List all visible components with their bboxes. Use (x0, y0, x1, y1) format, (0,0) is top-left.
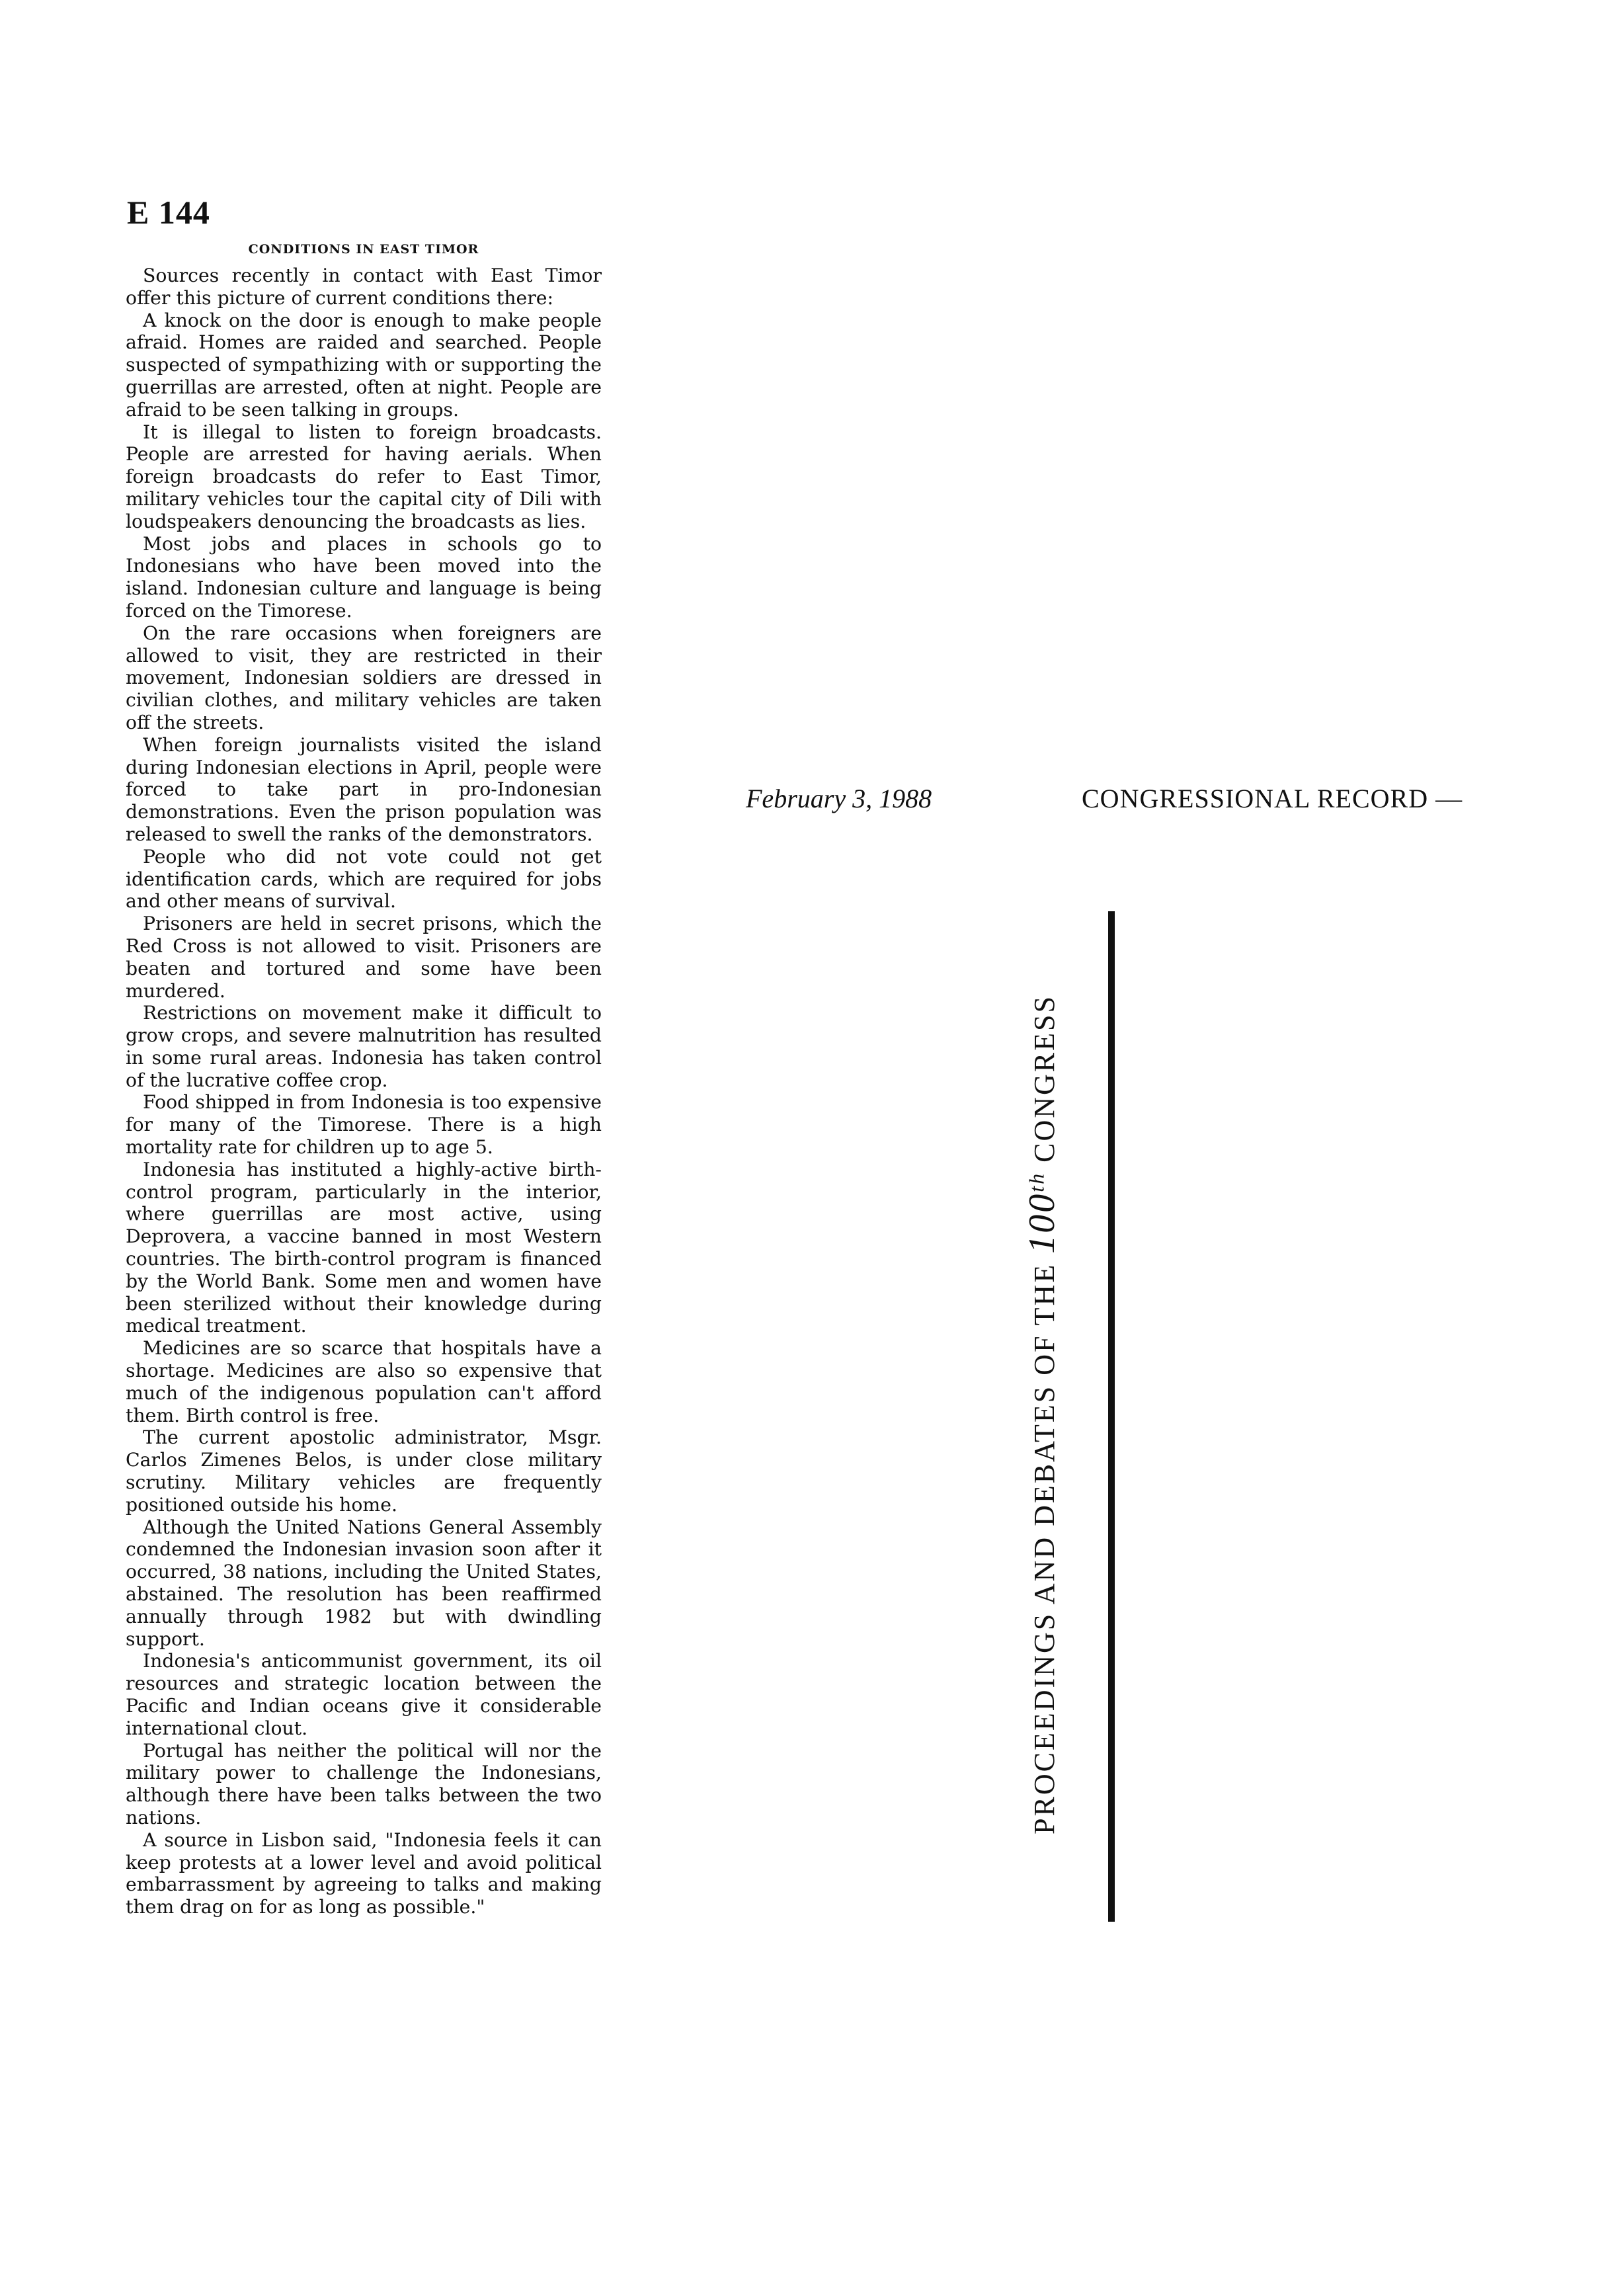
article-paragraph: When foreign journalists visited the island during Indonesian elections in April, people were forced to take part in pro-Indonesian demonstrations. Even the prison population was released to swell the ranks of the demonstrators. (126, 733, 602, 845)
article-paragraph: A source in Lisbon said, "Indonesia feels it can keep protests at a lower level and avoid political embarrassment by agreeing to talks and making them drag on for as long as possible." (126, 1828, 602, 1918)
record-title: CONGRESSIONAL RECORD — (1082, 784, 1463, 813)
article-paragraph: On the rare occasions when foreigners are allowed to visit, they are restricted in their movement, Indonesian soldiers are dressed in civilian clothes, and military vehicles are taken off the streets. (126, 622, 602, 733)
article-paragraph: Although the United Nations General Assembly condemned the Indonesian invasion soon after it occurred, 38 nations, including the United States, abstained. The resolution has been reaffirmed annually through 1982 but with dwindling support. (126, 1516, 602, 1650)
proceedings-title-prefix: PROCEEDINGS AND DEBATES OF THE (1028, 1253, 1061, 1834)
article-paragraph: Restrictions on movement make it difficult to grow crops, and severe malnutrition has resulted in some rural areas. Indonesia has taken control of the lucrative coffee crop. (126, 1002, 602, 1091)
vertical-rule (1108, 911, 1115, 1922)
proceedings-title (1016, 909, 1068, 1920)
article-headline: CONDITIONS IN EAST TIMOR (248, 242, 479, 257)
article-paragraph: Indonesia's anticommunist government, its oil resources and strategic location between the Pacific and Indian oceans give it considerable international clout. (126, 1650, 602, 1739)
page-number: E 144 (127, 194, 210, 231)
article-paragraph: Prisoners are held in secret prisons, which the Red Cross is not allowed to visit. Prisoners are beaten and tortured and some have been murdered. (126, 913, 602, 1002)
article-paragraph: Medicines are so scarce that hospitals have a shortage. Medicines are also so expensive that much of the indigenous population can't afford them. Birth control is free. (126, 1337, 602, 1426)
article-paragraph: Sources recently in contact with East Timor offer this picture of current conditions there: (126, 265, 602, 309)
congress-ordinal-suffix: th (1024, 1171, 1049, 1192)
congress-number: 100 (1022, 1192, 1063, 1254)
article-paragraph: It is illegal to listen to foreign broadcasts. People are arrested for having aerials. When foreign broadcasts do refer to East Timor, military vehicles tour the capital city of Dili with loudspeakers denouncing the broadcasts as lies. (126, 421, 602, 532)
proceedings-title-suffix: CONGRESS (1028, 995, 1061, 1172)
proceedings-title-text (1021, 995, 1063, 1834)
article-column (126, 242, 602, 1918)
article-paragraph: A knock on the door is enough to make people afraid. Homes are raided and searched. People suspected of sympathizing with or supporting the guerrillas are arrested, often at night. People are afraid to be seen talking in groups. (126, 309, 602, 421)
article-paragraph: People who did not vote could not get identification cards, which are required for jobs and other means of survival. (126, 845, 602, 913)
article-paragraph: Indonesia has instituted a highly-active birth-control program, particularly in the interior, where guerrillas are most active, using Deprovera, a vaccine banned in most Western countries. The birth-control program is financed by the World Bank. Some men and women have been sterilized without their knowledge during medical treatment. (126, 1158, 602, 1337)
article-paragraph: Portugal has neither the political will nor the military power to challenge the Indonesians, although there have been talks between the two nations. (126, 1739, 602, 1828)
article-paragraph: Most jobs and places in schools go to Indonesians who have been moved into the island. Indonesian culture and language is being forced on the Timorese. (126, 532, 602, 622)
issue-date: February 3, 1988 (746, 784, 932, 813)
article-paragraph: Food shipped in from Indonesia is too expensive for many of the Timorese. There is a high mortality rate for children up to age 5. (126, 1091, 602, 1159)
article-paragraph: The current apostolic administrator, Msgr. Carlos Zimenes Belos, is under close military scrutiny. Military vehicles are frequently positioned outside his home. (126, 1426, 602, 1516)
